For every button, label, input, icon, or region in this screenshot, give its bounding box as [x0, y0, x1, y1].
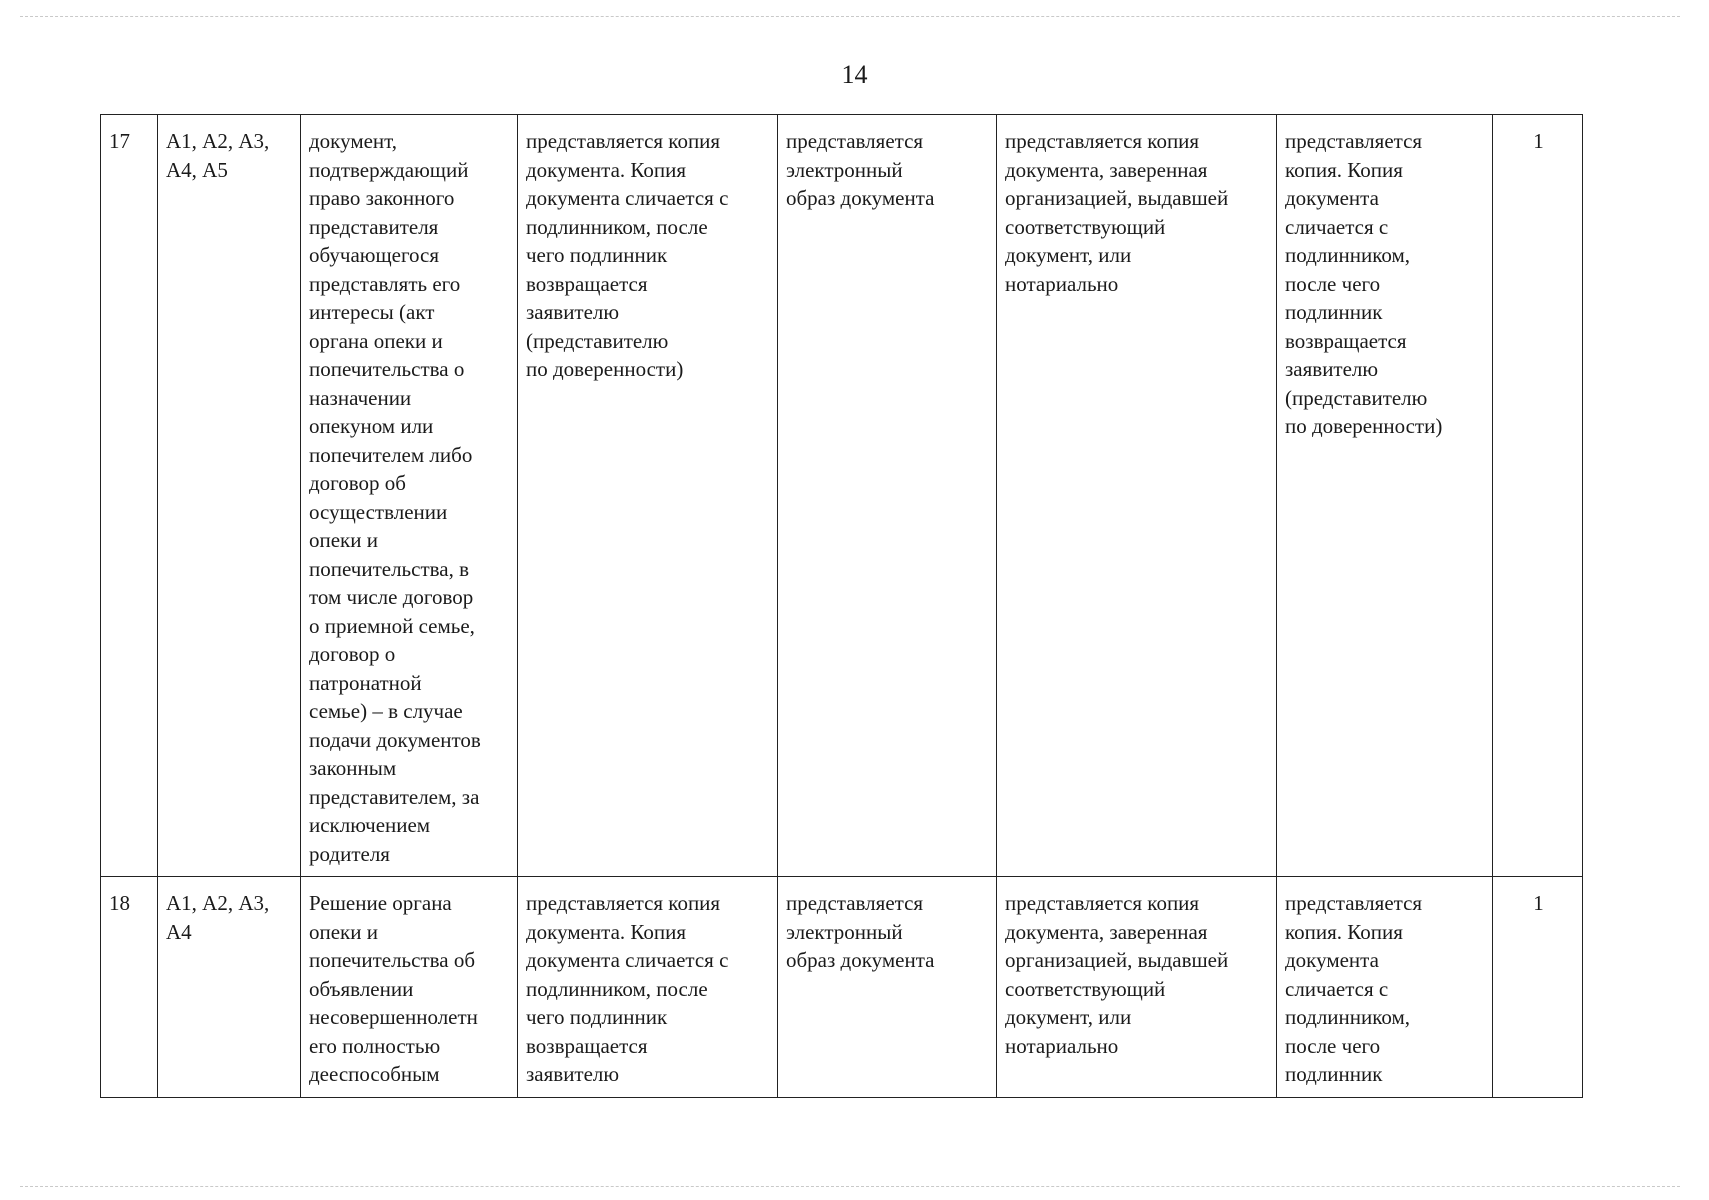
row-number-cell: 17 — [101, 115, 158, 877]
documents-table — [100, 114, 1583, 1098]
table-row — [101, 877, 1583, 1098]
in-person-submission-cell: представляется копия документа. Копия документа сличается с подлинником, после чего подлинник возвращается заявителю (представителю по доверенности) — [518, 115, 778, 877]
electronic-submission-cell: представляется электронный образ документа — [778, 115, 997, 877]
row-number-cell: 18 — [101, 877, 158, 1098]
category-codes-cell: А1, А2, А3, А4, А5 — [158, 115, 301, 877]
mfc-submission-cell: представляется копия. Копия документа сличается с подлинником, после чего подлинник — [1277, 877, 1493, 1098]
mail-submission-cell: представляется копия документа, заверенная организацией, выдавшей соответствующий документ, или нотариально — [997, 877, 1277, 1098]
page-number: 14 — [841, 60, 868, 89]
document-count-cell: 1 — [1493, 877, 1583, 1098]
document-name-cell: Решение органа опеки и попечительства об объявлении несовершеннолетн его полностью дееспособным — [301, 877, 518, 1098]
mail-submission-cell: представляется копия документа, заверенная организацией, выдавшей соответствующий документ, или нотариально — [997, 115, 1277, 877]
document-name-cell: документ, подтверждающий право законного представителя обучающегося представлять его интересы (акт органа опеки и попечительства о назначении опекуном или попечителем либо договор об осуществлении опеки и попечительства, в том числе договор о приемной семье, договор о патронатной семье) – в случае подачи документов законным представителем, за исключением родителя — [301, 115, 518, 877]
electronic-submission-cell: представляется электронный образ документа — [778, 877, 997, 1098]
in-person-submission-cell: представляется копия документа. Копия документа сличается с подлинником, после чего подлинник возвращается заявителю — [518, 877, 778, 1098]
scan-artifact-top — [20, 16, 1680, 17]
scan-artifact-bottom — [20, 1186, 1680, 1187]
document-count-cell: 1 — [1493, 115, 1583, 877]
table-row — [101, 115, 1583, 877]
category-codes-cell: А1, А2, А3, А4 — [158, 877, 301, 1098]
mfc-submission-cell: представляется копия. Копия документа сличается с подлинником, после чего подлинник возвращается заявителю (представителю по доверенности) — [1277, 115, 1493, 877]
